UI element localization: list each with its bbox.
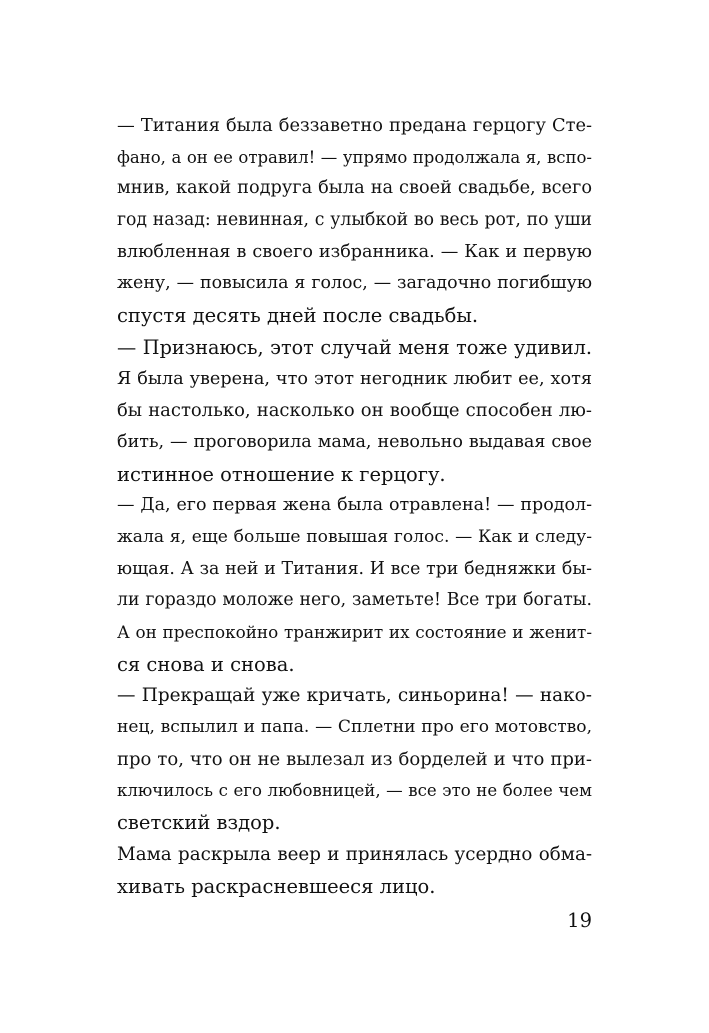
paragraph-4-line-5: светский вздор. <box>117 811 281 835</box>
page-number: 19 <box>567 909 592 932</box>
paragraph-5-line-2: хивать раскрасневшееся лицо. <box>117 874 436 898</box>
paragraph-2-line-4: бить, — проговорила мама, невольно выдавая свое <box>117 431 592 452</box>
paragraph-4-line-2: нец, вспылил и папа. — Сплетни про его мотовство, <box>117 717 592 738</box>
paragraph-1-line-4: год назад: невинная, с улыбкой во весь рот, по уши <box>117 210 592 231</box>
paragraph-3-line-3: ющая. А за ней и Титания. И все три бедняжки бы- <box>117 558 592 579</box>
paragraph-3-line-4: ли гораздо моложе него, заметьте! Все три богаты. <box>117 590 592 611</box>
paragraph-5-line-1: Мама раскрыла веер и принялась усердно обма- <box>117 843 592 865</box>
paragraph-2-line-1: — Признаюсь, этот случай меня тоже удивил. <box>117 335 592 359</box>
paragraph-3-line-6: ся снова и снова. <box>117 652 295 676</box>
paragraph-1-line-7: спустя десять дней после свадьбы. <box>117 304 479 328</box>
paragraph-1-line-1: — Титания была беззаветно предана герцогу Сте- <box>117 115 592 136</box>
paragraph-3-line-1: — Да, его первая жена была отравлена! — продол- <box>117 495 592 516</box>
paragraph-3-line-5: А он преспокойно транжирит их состояние и женит- <box>117 622 592 642</box>
paragraph-4-line-3: про то, что он не вылезал из борделей и что при- <box>117 748 592 770</box>
paragraph-2-line-3: бы настолько, насколько он вообще способен лю- <box>117 400 592 422</box>
paragraph-1-line-6: жену, — повысила я голос, — загадочно погибшую <box>117 273 592 294</box>
paragraph-2-line-5: истинное отношение к герцогу. <box>117 462 446 486</box>
paragraph-1-line-3: мнив, какой подруга была на своей свадьбе, всего <box>117 178 592 199</box>
paragraph-2-line-2: Я была уверена, что этот негодник любит ее, хотя <box>117 368 592 389</box>
paragraph-4-line-4: ключилось с его любовницей, — все это не более чем <box>117 781 592 801</box>
paragraph-3-line-2: жала я, еще больше повышая голос. — Как и следу- <box>117 526 592 547</box>
paragraph-4-line-1: — Прекращай уже кричать, синьорина! — нако- <box>117 685 592 707</box>
paragraph-1-line-5: влюбленная в своего избранника. — Как и первую <box>117 241 592 262</box>
body-text <box>117 110 592 902</box>
paragraph-1-line-2: фано, а он ее отравил! — упрямо продолжала я, вспо- <box>117 147 592 167</box>
